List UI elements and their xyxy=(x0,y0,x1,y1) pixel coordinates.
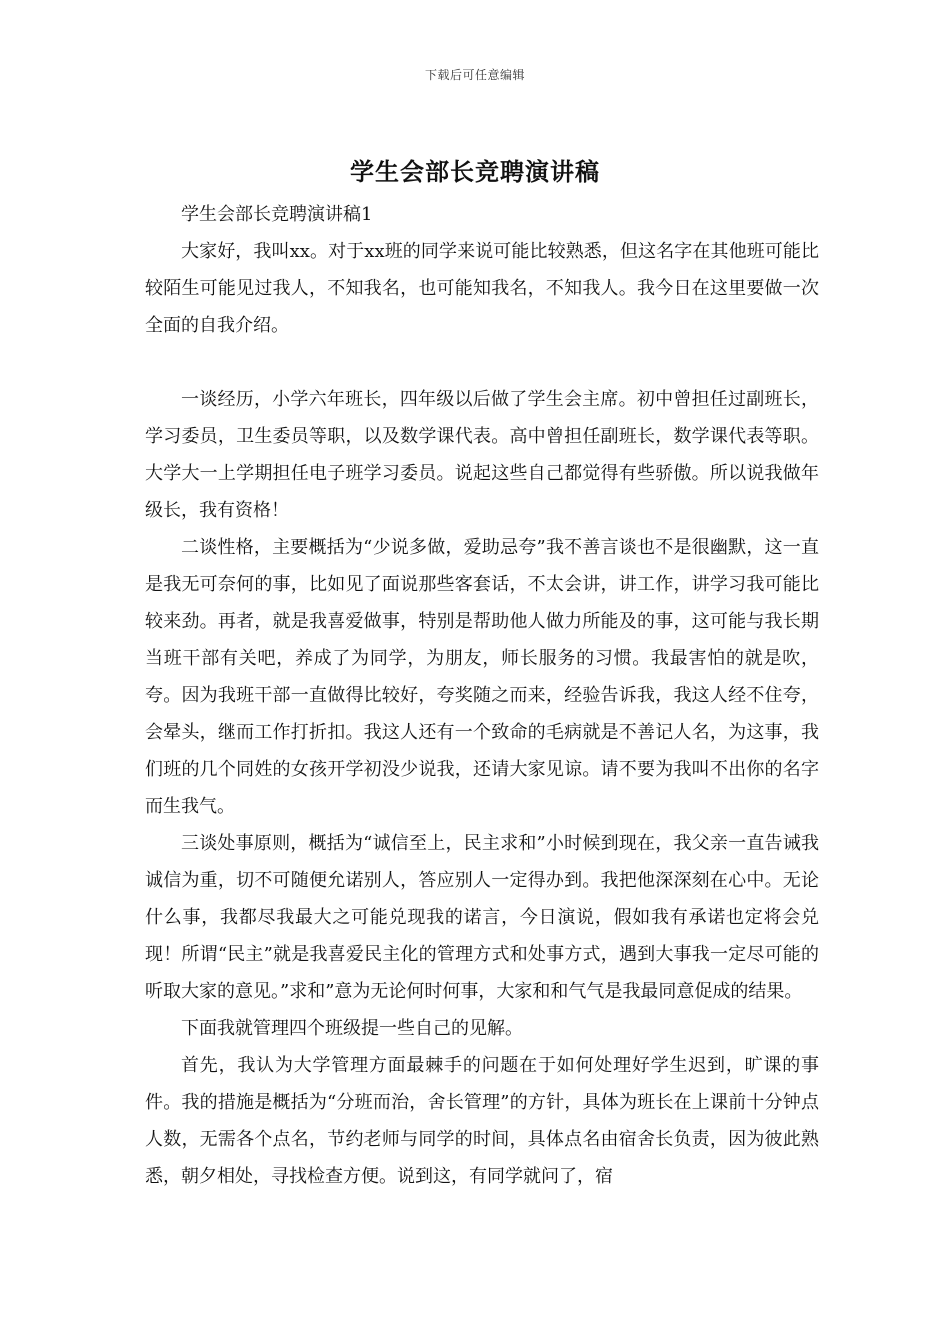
blank-line xyxy=(145,344,819,381)
paragraph-first-point: 首先，我认为大学管理方面最棘手的问题在于如何处理好学生迟到，旷课的事件。我的措施是概括为“分班而治，舍长管理”的方针，具体为班长在上课前十分钟点人数，无需各个点名，节约老师与同学的时间，具体点名由宿舍长负责，因为彼此熟悉，朝夕相处，寻找检查方便。说到这，有同学就问了，宿 xyxy=(145,1055,819,1187)
document-title: 学生会部长竞聘演讲稿 xyxy=(350,157,600,186)
paragraph-principles: 三谈处事原则，概括为“诚信至上，民主求和”小时候到现在，我父亲一直告诫我诚信为重，切不可随便允诺别人，答应别人一定得办到。我把他深深刻在心中。无论什么事，我都尽我最大之可能兑现我的诺言，今日演说，假如我有承诺也定将会兑现！所谓“民主”就是我喜爱民主化的管理方式和处事方式，遇到大事我一定尽可能的听取大家的意见。”求和”意为无论何时何事，大家和和气气是我最同意促成的结果。 xyxy=(145,833,819,1002)
document-subtitle: 学生会部长竞聘演讲稿1 xyxy=(181,204,373,225)
document-body xyxy=(145,196,819,1195)
paragraph-greeting: 大家好，我叫xx。对于xx班的同学来说可能比较熟悉，但这名字在其他班可能比较陌生可能见过我人，不知我名，也可能知我名，不知我人。我今日在这里要做一次全面的自我介绍。 xyxy=(145,241,819,336)
paragraph-personality: 二谈性格，主要概括为“少说多做，爱助忌夸”我不善言谈也不是很幽默，这一直是我无可奈何的事，比如见了面说那些客套话，不太会讲，讲工作，讲学习我可能比较来劲。再者，就是我喜爱做事，特别是帮助他人做力所能及的事，这可能与我长期当班干部有关吧，养成了为同学，为朋友，师长服务的习惯。我最害怕的就是吹，夸。因为我班干部一直做得比较好，夸奖随之而来，经验告诉我，我这人经不住夸，会晕头，继而工作打折扣。我这人还有一个致命的毛病就是不善记人名，为这事，我们班的几个同姓的女孩开学初没少说我，还请大家见谅。请不要为我叫不出你的名字而生我气。 xyxy=(145,537,819,817)
paragraph-experience: 一谈经历，小学六年班长，四年级以后做了学生会主席。初中曾担任过副班长，学习委员，卫生委员等职，以及数学课代表。高中曾担任副班长，数学课代表等职。大学大一上学期担任电子班学习委员。说起这些自己都觉得有些骄傲。所以说我做年级长，我有资格！ xyxy=(145,389,819,521)
paragraph-management-intro: 下面我就管理四个班级提一些自己的见解。 xyxy=(181,1018,523,1039)
page-header: 下载后可任意编辑 xyxy=(424,68,525,82)
